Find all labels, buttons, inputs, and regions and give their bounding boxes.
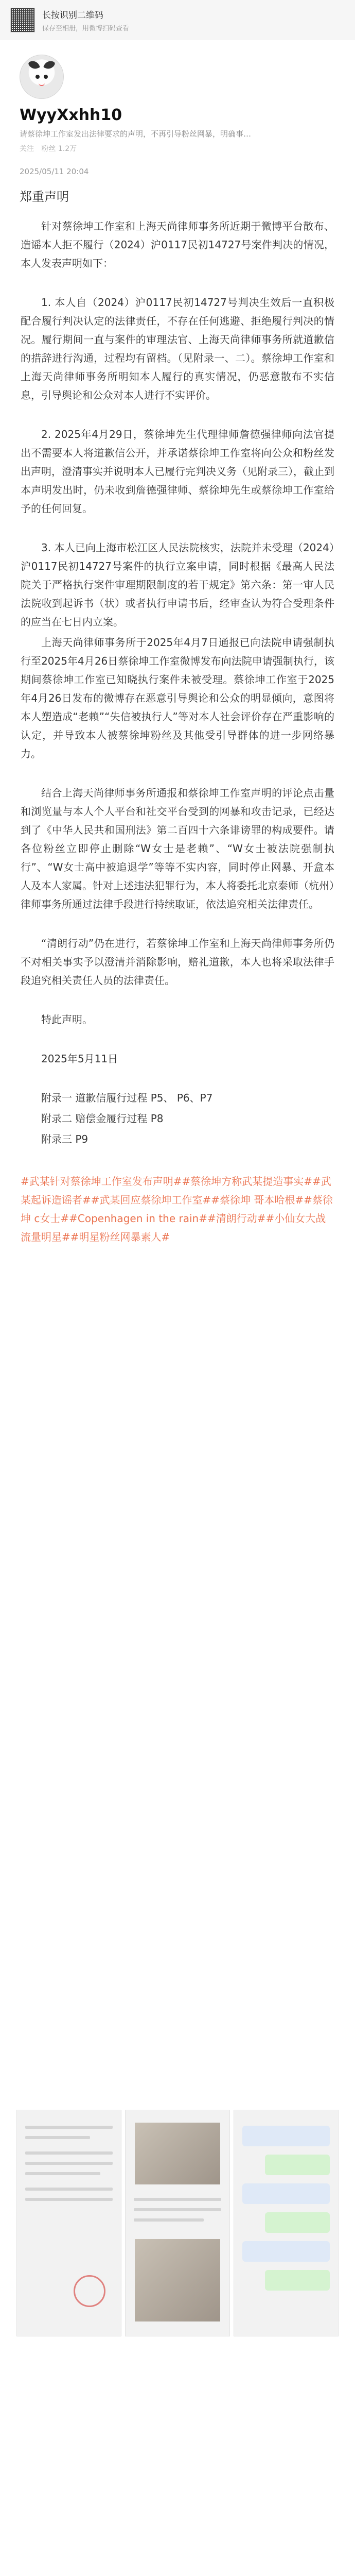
banner-text xyxy=(42,8,129,32)
seal-stamp-icon xyxy=(74,2275,105,2307)
fans-count[interactable]: 粉丝 1.2万 xyxy=(41,145,77,153)
avatar-eye-right xyxy=(44,75,48,79)
paragraph-3: 3. 本人已向上海市松江区人民法院核实，法院并未受理（2024）沪0117民初14727号案件的执行立案申请，同时根据《最高人民法院关于严格执行案件审理期限制度的若干规定》第六条：第一审人民法院收到起诉书（状）或者执行申请书后，经审查认为符合受理条件的应当在七日内立案。 xyxy=(21,541,334,628)
doc-line xyxy=(25,2162,113,2165)
paragraph-intro: 针对蔡徐坤工作室和上海天尚律师事务所近期于微博平台散布、造谣本人拒不履行（2024）沪0117民初14727号案件判决的情况，本人发表声明如下： xyxy=(21,220,334,269)
hashtag[interactable]: #Copenhagen in the rain# xyxy=(69,1212,207,1225)
doc-line xyxy=(25,2126,113,2129)
hashtag[interactable]: #武某回应蔡徐坤工作室# xyxy=(91,1194,211,1206)
paragraph-2: 2. 2025年4月29日，蔡徐坤先生代理律师詹德强律师向法官提出不需要本人将道歉信公开，并承诺蔡徐坤工作室将向公众和粉丝发出声明，澄清事实并说明本人已履行完判决义务（见附录三），截止到本声明发出时，仍未收到詹德强律师、蔡徐坤先生或蔡徐坤工作室给予的任何回复。 xyxy=(21,428,334,515)
post-timestamp: 2025/05/11 20:04 xyxy=(20,167,89,176)
post-body xyxy=(0,205,355,1148)
hashtag[interactable]: #蔡徐坤方称武某提造事实# xyxy=(182,1175,313,1188)
hashtag-list xyxy=(0,1169,355,1246)
appendix-2: 附录二 赔偿金履行过程 P8 xyxy=(41,1112,164,1125)
image-thumbnail-1[interactable] xyxy=(16,2110,121,2336)
chat-bubble xyxy=(242,2241,330,2262)
user-bio: 请蔡徐坤工作室发出法律要求的声明，不再引导粉丝网暴，明确事… xyxy=(20,129,252,139)
follow-count[interactable]: 关注 xyxy=(20,145,34,153)
doc-line xyxy=(25,2136,90,2139)
chat-bubble xyxy=(265,2212,330,2233)
avatar-mouth xyxy=(39,82,45,86)
avatar[interactable] xyxy=(20,55,64,99)
post-title: 郑重声明 xyxy=(20,190,69,204)
hashtag[interactable]: #清朗行动# xyxy=(207,1212,266,1225)
statement-date: 2025年5月11日 xyxy=(41,1053,118,1065)
user-stats xyxy=(20,143,335,154)
chat-bubble xyxy=(265,2155,330,2175)
doc-line xyxy=(134,2208,221,2211)
hashtag[interactable]: #蔡徐坤 c女士# xyxy=(21,1194,333,1225)
chat-bubble xyxy=(242,2183,330,2204)
image-thumbnail-3[interactable] xyxy=(234,2110,339,2336)
doc-line xyxy=(134,2198,221,2201)
profile-section xyxy=(0,40,355,176)
avatar-ear-right xyxy=(43,59,56,71)
paragraph-4: 上海天尚律师事务所于2025年4月7日通报已向法院申请强制执行至2025年4月26日蔡徐坤工作室微博发布向法院申请强制执行，该期间蔡徐坤工作室已知晓执行案件未被受理。蔡徐坤工作室于2025年4月26日发布的微博存在恶意引导舆论和公众的明显倾向，意图将本人塑造成“老赖”“失信被执行人”等对本人社会评价存在严重影响的认定，并导致本人被蔡徐坤粉丝及其他受引导群体的进一步网络暴力。 xyxy=(21,636,334,760)
username[interactable]: WyyXxhh10 xyxy=(20,106,122,124)
doc-line xyxy=(25,2198,113,2201)
closing-line: 特此声明。 xyxy=(41,1013,93,1026)
doc-line xyxy=(25,2188,113,2191)
hashtag[interactable]: #蔡徐坤 哥本哈根# xyxy=(211,1194,304,1206)
banner-subtitle: 保存至相册，用微博扫码查看 xyxy=(42,25,130,32)
qr-code-icon xyxy=(10,8,35,32)
document-photo xyxy=(135,2123,220,2184)
doc-line xyxy=(25,2172,100,2175)
doc-line xyxy=(25,2151,113,2155)
paragraph-1: 1. 本人自（2024）沪0117民初14727号判决生效后一直积极配合履行判决认定的法律责任，不存在任何逃避、拒绝履行判决的情况。履行期间一直与案件的审理法官、上海天尚律师事务所就道歉信的措辞进行沟通，过程均有留档。（见附录一、二）。蔡徐坤工作室和上海天尚律师事务所明知本人履行的真实情况，仍恶意散布不实信息，引导舆论和公众对本人进行不实评价。 xyxy=(21,296,334,401)
avatar-eye-left xyxy=(36,75,40,79)
document-photo xyxy=(135,2239,220,2321)
image-grid xyxy=(16,2110,339,2336)
banner-title: 长按识别二维码 xyxy=(42,10,103,21)
chat-bubble xyxy=(265,2270,330,2291)
appendix-3: 附录三 P9 xyxy=(41,1133,88,1145)
chat-bubble xyxy=(242,2126,330,2146)
hashtag[interactable]: #武某起诉造谣者# xyxy=(21,1175,331,1206)
hashtag[interactable]: #明星粉丝网暴素人# xyxy=(70,1231,170,1243)
appendix-1: 附录一 道歉信履行过程 P5、 P6、P7 xyxy=(41,1092,213,1104)
paragraph-6: “清朗行动”仍在进行，若蔡徐坤工作室和上海天尚律师事务所仍不对相关事实予以澄清并消除影响，赔礼道歉，本人也将采取法律手段追究相关责任人员的法律责任。 xyxy=(21,937,334,987)
image-thumbnail-2[interactable] xyxy=(125,2110,230,2336)
hashtag[interactable]: #小仙女大战流量明星# xyxy=(21,1212,326,1243)
doc-line xyxy=(134,2218,204,2222)
qr-banner[interactable] xyxy=(0,0,355,40)
avatar-ear-left xyxy=(28,59,40,71)
paragraph-5: 结合上海天尚律师事务所通报和蔡徐坤工作室声明的评论点击量和浏览量与本人个人平台和社交平台受到的网暴和攻击记录，已经达到了《中华人民共和国刑法》第二百四十六条诽谤罪的构成要件。请各位粉丝立即停止删除“W女士是老赖”、“W女士被法院强制执行”、“W女士高中被追退学”等等不实内容，同时停止网暴、开盒本人及本人家属。针对上述违法犯罪行为，本人将委托北京泰师（杭州）律师事务所通过法律手段进行持续取证，依法追究相关法律责任。 xyxy=(21,787,334,910)
hashtag[interactable]: #武某针对蔡徐坤工作室发布声明# xyxy=(21,1175,182,1188)
